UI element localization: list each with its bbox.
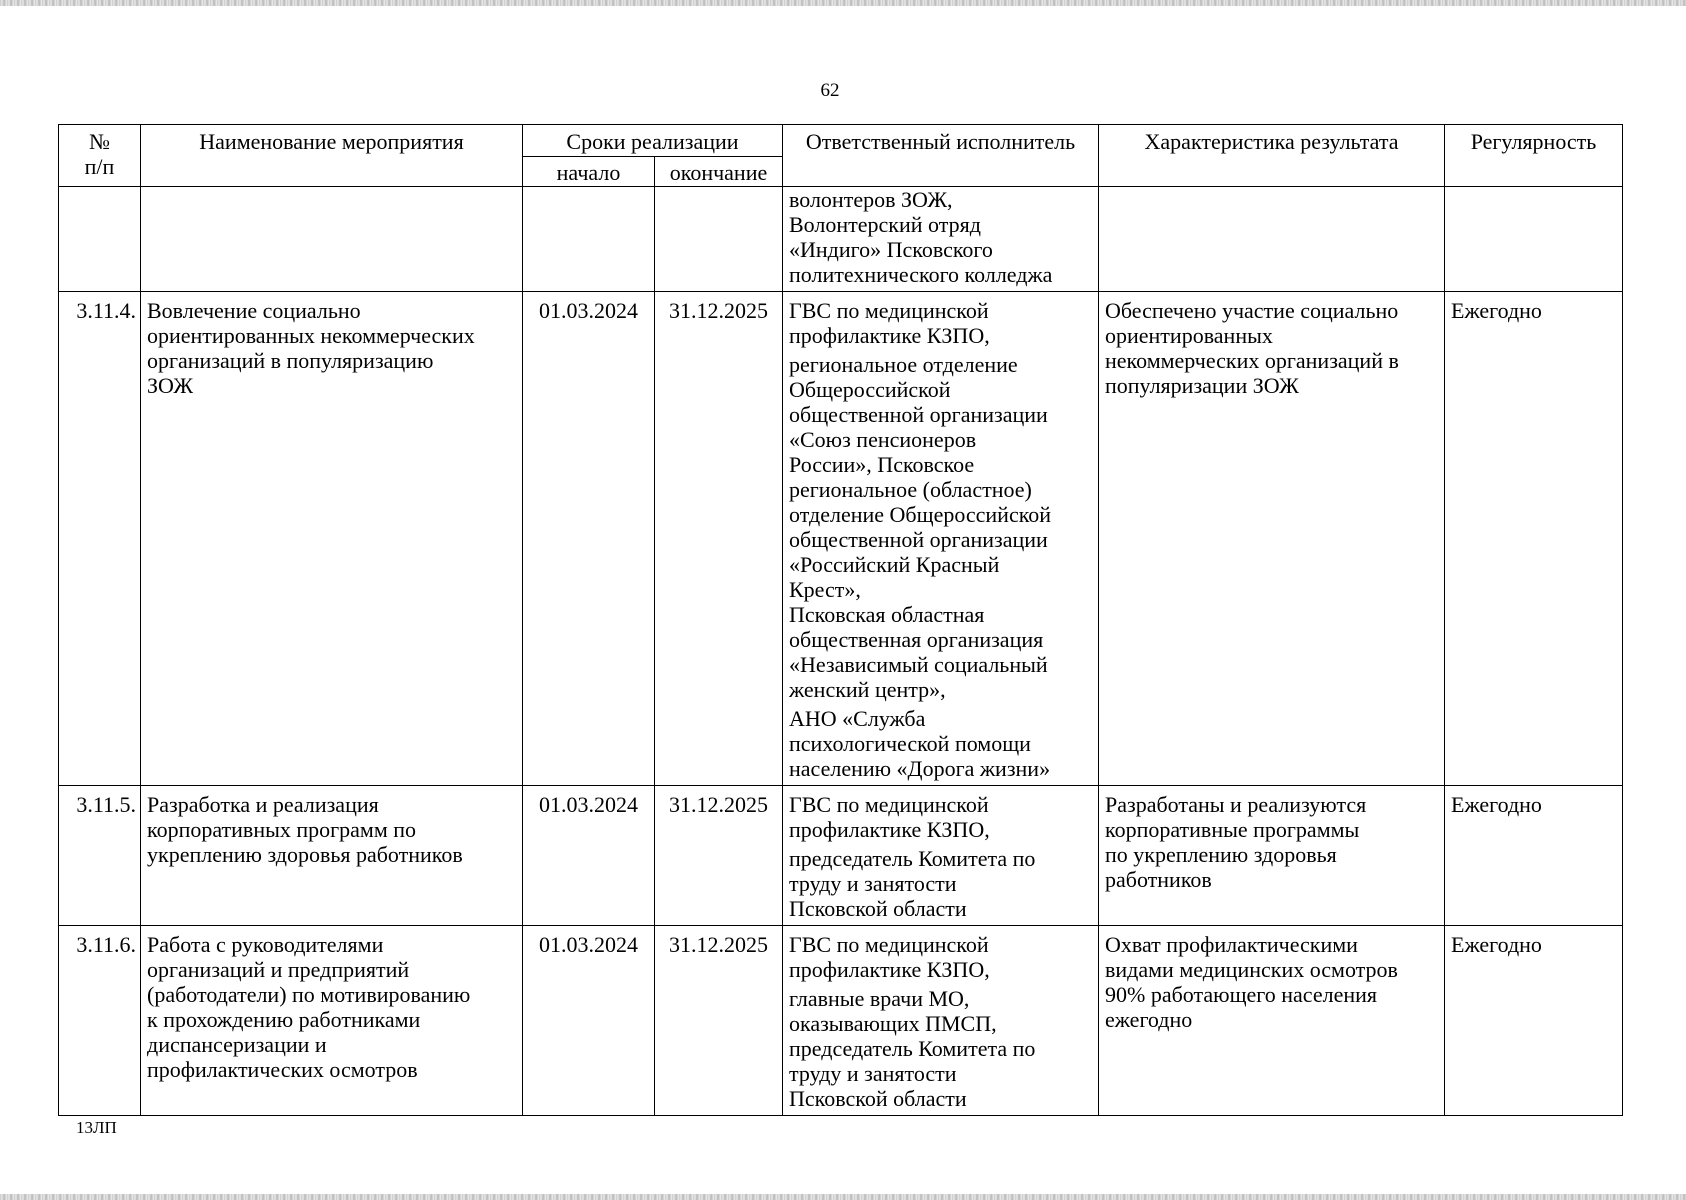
text-line: профилактических осмотров xyxy=(147,1057,418,1082)
text-line: Крест», xyxy=(789,577,861,602)
text-line: «Независимый социальный xyxy=(789,652,1048,677)
text-line: региональное (областное) xyxy=(789,477,1032,502)
cell-end: 31.12.2025 xyxy=(655,926,783,1116)
cell-name xyxy=(141,786,523,926)
text-line: России», Псковское xyxy=(789,452,975,477)
text-line: ГВС по медицинской xyxy=(789,932,989,957)
text-line: труду и занятости xyxy=(789,1061,957,1086)
cell-end xyxy=(655,187,783,292)
text-line: диспансеризации и xyxy=(147,1032,327,1057)
text-line: ориентированных некоммерческих xyxy=(147,323,475,348)
responsible-paragraph xyxy=(789,846,1092,921)
table-row xyxy=(59,292,1623,786)
header-name: Наименование мероприятия xyxy=(141,125,523,187)
header-num xyxy=(59,125,141,187)
text-line: ГВС по медицинской xyxy=(789,792,989,817)
text-line: отделение Общероссийской xyxy=(789,502,1052,527)
text-line: «Российский Красный xyxy=(789,552,1000,577)
table-row xyxy=(59,926,1623,1116)
cell-end: 31.12.2025 xyxy=(655,292,783,786)
text-line: политехнического колледжа xyxy=(789,262,1053,287)
cell-name xyxy=(141,926,523,1116)
header-result: Характеристика результата xyxy=(1099,125,1445,187)
cell-num xyxy=(59,187,141,292)
text-line: Псковской области xyxy=(789,896,967,921)
header-num-line: п/п xyxy=(84,154,115,179)
table-row xyxy=(59,786,1623,926)
text-line: волонтеров ЗОЖ, xyxy=(789,187,953,212)
text-line: 90% работающего населения xyxy=(1105,982,1378,1007)
cell-start xyxy=(523,187,655,292)
text-line: психологической помощи xyxy=(789,731,1031,756)
cell-regularity xyxy=(1445,187,1623,292)
scan-edge-bottom xyxy=(0,1194,1686,1200)
responsible-paragraph xyxy=(789,932,1092,982)
cell-start: 01.03.2024 xyxy=(523,786,655,926)
text-line: ориентированных xyxy=(1105,323,1273,348)
text-line: общественная организация xyxy=(789,627,1044,652)
text-line: Волонтерский отряд xyxy=(789,212,981,237)
cell-name xyxy=(141,187,523,292)
cell-result xyxy=(1099,187,1445,292)
page-number: 62 xyxy=(820,80,840,101)
cell-num: 3.11.6. xyxy=(59,926,141,1116)
cell-num: 3.11.4. xyxy=(59,292,141,786)
text-line: населению «Дорога жизни» xyxy=(789,756,1051,781)
responsible-paragraph xyxy=(789,352,1092,702)
cell-regularity: Ежегодно xyxy=(1445,926,1623,1116)
cell-num: 3.11.5. xyxy=(59,786,141,926)
text-line: корпоративные программы xyxy=(1105,817,1360,842)
header-regularity: Регулярность xyxy=(1445,125,1623,187)
text-line: ЗОЖ xyxy=(147,373,194,398)
scan-edge-top xyxy=(0,0,1686,6)
cell-responsible xyxy=(783,786,1099,926)
activities-table xyxy=(58,124,1623,1116)
text-line: видами медицинских осмотров xyxy=(1105,957,1398,982)
text-line: профилактике КЗПО, xyxy=(789,817,990,842)
header-start: начало xyxy=(523,157,655,187)
text-line: (работодатели) по мотивированию xyxy=(147,982,471,1007)
text-line: к прохождению работниками xyxy=(147,1007,421,1032)
text-line: профилактике КЗПО, xyxy=(789,957,990,982)
text-line: Разработаны и реализуются xyxy=(1105,792,1367,817)
text-line: Разработка и реализация xyxy=(147,792,379,817)
text-line: женский центр», xyxy=(789,677,946,702)
responsible-paragraph xyxy=(789,986,1092,1111)
text-line: работников xyxy=(1105,867,1212,892)
text-line: оказывающих ПМСП, xyxy=(789,1011,997,1036)
footer-code: 13ЛП xyxy=(76,1118,117,1137)
header-num-line: № xyxy=(89,129,110,154)
text-line: ежегодно xyxy=(1105,1007,1193,1032)
header-end: окончание xyxy=(655,157,783,187)
text-line: популяризации ЗОЖ xyxy=(1105,373,1299,398)
cell-start: 01.03.2024 xyxy=(523,926,655,1116)
cell-result xyxy=(1099,786,1445,926)
cell-responsible xyxy=(783,926,1099,1116)
text-line: по укреплению здоровья xyxy=(1105,842,1337,867)
cell-regularity: Ежегодно xyxy=(1445,786,1623,926)
text-line: Псковской области xyxy=(789,1086,967,1111)
text-line: Обеспечено участие социально xyxy=(1105,298,1399,323)
responsible-paragraph xyxy=(789,706,1092,781)
text-line: Охват профилактическими xyxy=(1105,932,1358,957)
text-line: общественной организации xyxy=(789,527,1048,552)
cell-name xyxy=(141,292,523,786)
text-line: ГВС по медицинской xyxy=(789,298,989,323)
cell-responsible xyxy=(783,292,1099,786)
cell-start: 01.03.2024 xyxy=(523,292,655,786)
text-line: организаций в популяризацию xyxy=(147,348,434,373)
cell-regularity: Ежегодно xyxy=(1445,292,1623,786)
header-responsible: Ответственный исполнитель xyxy=(783,125,1099,187)
text-line: укреплению здоровья работников xyxy=(147,842,463,867)
text-line: некоммерческих организаций в xyxy=(1105,348,1399,373)
text-line: Работа с руководителями xyxy=(147,932,384,957)
text-line: профилактике КЗПО, xyxy=(789,323,990,348)
text-line: председатель Комитета по xyxy=(789,846,1036,871)
text-line: АНО «Служба xyxy=(789,706,926,731)
text-line: главные врачи МО, xyxy=(789,986,970,1011)
text-line: общественной организации xyxy=(789,402,1048,427)
cell-responsible xyxy=(783,187,1099,292)
responsible-paragraph xyxy=(789,298,1092,348)
text-line: региональное отделение xyxy=(789,352,1018,377)
cell-result xyxy=(1099,926,1445,1116)
text-line: Общероссийской xyxy=(789,377,951,402)
text-line: «Союз пенсионеров xyxy=(789,427,977,452)
text-line: Псковская областная xyxy=(789,602,985,627)
header-terms: Сроки реализации xyxy=(523,125,783,157)
cell-result xyxy=(1099,292,1445,786)
text-line: корпоративных программ по xyxy=(147,817,417,842)
text-line: Вовлечение социально xyxy=(147,298,361,323)
text-line: организаций и предприятий xyxy=(147,957,410,982)
text-line: «Индиго» Псковского xyxy=(789,237,993,262)
text-line: труду и занятости xyxy=(789,871,957,896)
responsible-paragraph xyxy=(789,792,1092,842)
table-row-continuation xyxy=(59,187,1623,292)
text-line: председатель Комитета по xyxy=(789,1036,1036,1061)
cell-end: 31.12.2025 xyxy=(655,786,783,926)
